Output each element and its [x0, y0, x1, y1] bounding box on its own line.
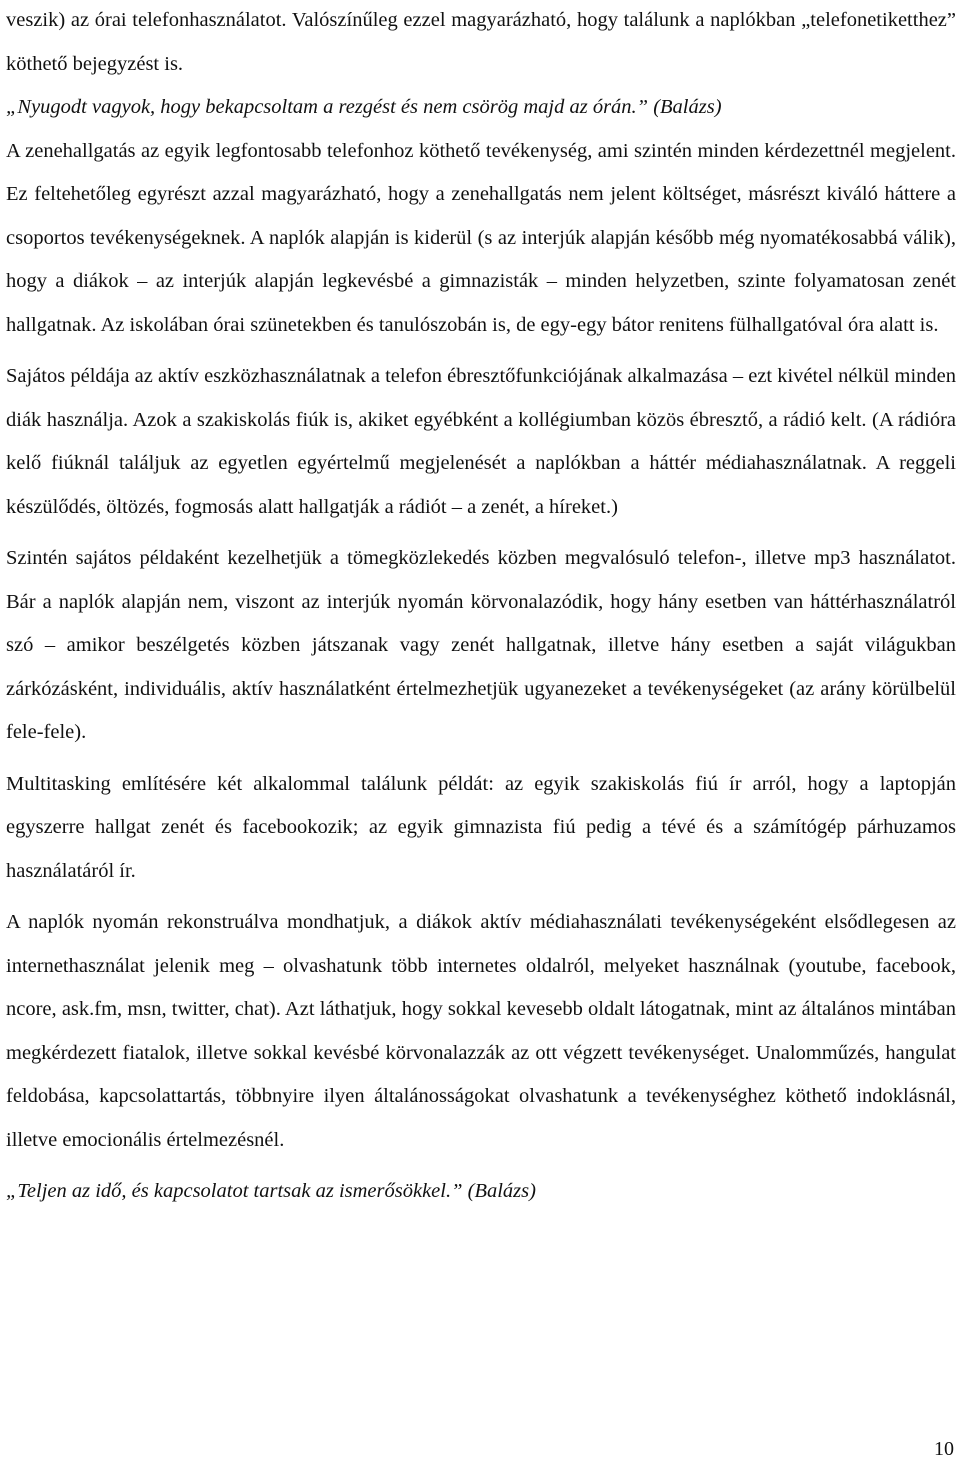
document-page	[6, 0, 956, 1214]
paragraph: A naplók nyomán rekonstruálva mondhatjuk, a diákok aktív médiahasználati tevékenységeként elsődlegesen az internethasználat jelenik meg – olvashatunk több internetes oldalról, melyeket használnak (youtube, facebook, ncore, ask.fm, msn, twitter, chat). Azt láthatjuk, hogy sokkal kevesebb oldalt látogatnak, mint az általános mintában megkérdezett fiatalok, illetve sokkal kevésbé körvonalazzák az ott végzett tevékenységet. Unalomműzés, hangulat feldobása, kapcsolattartás, többnyire ilyen általánosságokat olvashatunk a tevékenységhez köthető indoklásnál, illetve emocionális értelmezésnél.	[6, 911, 956, 1151]
paragraph: A zenehallgatás az egyik legfontosabb telefonhoz köthető tevékenység, ami szintén minden kérdezettnél megjelent. Ez feltehetőleg egyrészt azzal magyarázható, hogy a zenehallgatás nem jelent költséget, másrészt kiváló háttere a csoportos tevékenységeknek. A naplók alapján is kiderül (s az interjúk alapján később még nyomatékosabbá válik), hogy a diákok – az interjúk alapján legkevésbé a gimnazisták – minden helyzetben, szinte folyamatosan zenét hallgatnak. Az iskolában órai szünetekben és tanulószobán is, de egy-egy bátor renitens fülhallgatóval óra alatt is.	[6, 139, 956, 336]
quote-text: „Teljen az idő, és kapcsolatot tartsak az ismerősökkel.”	[6, 1180, 463, 1202]
paragraph-gap	[6, 1162, 956, 1170]
paragraph: Sajátos példája az aktív eszközhasználatnak a telefon ébresztőfunkciójának alkalmazása – ezt kivétel nélkül minden diák használja. Azok a szakiskolás fiúk is, akiket egyébként a kollégiumban közös ébresztő, a rádió kelt. (A rádióra kelő fiúknál találjuk az egyetlen egyértelmű megjelenését a naplókban a háttér médiahasználatnak. A reggeli készülődés, öltözés, fogmosás alatt hallgatják a rádiót – a zenét, a híreket.)	[6, 365, 956, 518]
paragraph-gap	[6, 347, 956, 355]
quote	[6, 86, 956, 130]
paragraph: Szintén sajátos példaként kezelhetjük a tömegközlekedés közben megvalósuló telefon-, illetve mp3 használatot. Bár a naplók alapján nem, viszont az interjúk nyomán körvonalazódik, hogy hány esetben van háttérhasználatról szó – amikor beszélgetés közben játszanak vagy zenét hallgatnak, illetve hány esetben a saját világukban zárkózásként, individuális, aktív használatként értelmezhetjük ugyanezeket a tevékenységeket (az arány körülbelül fele-fele).	[6, 547, 956, 743]
paragraph: Multitasking említésére két alkalommal találunk példát: az egyik szakiskolás fiú ír arról, hogy a laptopján egyszerre hallgat zenét és facebookozik; az egyik gimnazista fiú pedig a tévé és a számítógép párhuzamos használatáról ír.	[6, 772, 956, 882]
paragraph: veszik) az órai telefonhasználatot. Valószínűleg ezzel magyarázható, hogy találunk a naplókban „telefonetiketthez” köthető bejegyzést is.	[6, 9, 956, 75]
quote-attribution: (Balázs)	[467, 1180, 536, 1202]
paragraph-gap	[6, 529, 956, 537]
page-number: 10	[934, 1438, 954, 1460]
quote-text: „Nyugodt vagyok, hogy bekapcsoltam a rezgést és nem csörög majd az órán.”	[6, 96, 649, 118]
quote	[6, 1170, 956, 1214]
paragraph-gap	[6, 755, 956, 763]
paragraph-gap	[6, 893, 956, 901]
quote-attribution: (Balázs)	[653, 96, 722, 118]
